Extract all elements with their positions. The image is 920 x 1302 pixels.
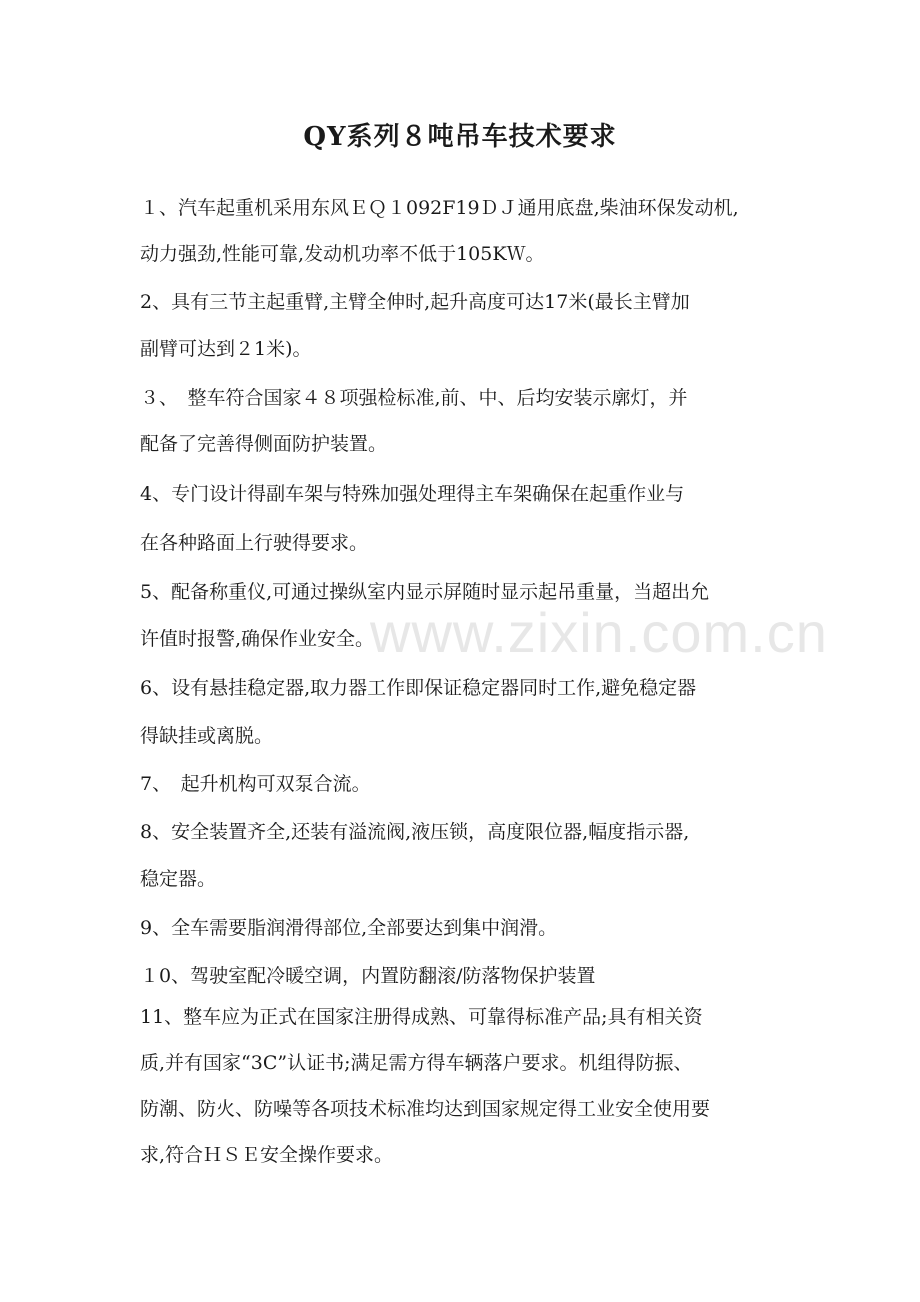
paragraph-line: 4、专门设计得副车架与特殊加强处理得主车架确保在起重作业与 xyxy=(140,483,685,505)
paragraph-line: 动力强劲,性能可靠,发动机功率不低于105KＷ。 xyxy=(140,243,545,265)
paragraph-line: 副臂可达到２1米)。 xyxy=(140,338,312,360)
paragraph-line: １0、驾驶室配冷暖空调，内置防翻滚/防落物保护装置 xyxy=(140,965,596,987)
paragraph-line: 质,并有国家“3C”认证书;满足需方得车辆落户要求。机组得防振、 xyxy=(140,1052,693,1074)
paragraph-line: 稳定器。 xyxy=(140,868,217,890)
document-title: QY系列８吨吊车技术要求 xyxy=(303,122,617,152)
paragraph-line: ３、 整车符合国家４８项强检标准,前、中、后均安装示廓灯，并 xyxy=(140,387,688,409)
paragraph-line: 配备了完善得侧面防护装置。 xyxy=(140,433,388,455)
paragraph-line: 7、 起升机构可双泵合流。 xyxy=(140,773,371,795)
paragraph-line: 2、具有三节主起重臂,主臂全伸时,起升高度可达17米(最长主臂加 xyxy=(140,291,690,313)
paragraph-line: 在各种路面上行驶得要求。 xyxy=(140,532,369,554)
paragraph-line: 6、设有悬挂稳定器,取力器工作即保证稳定器同时工作,避免稳定器 xyxy=(140,677,697,699)
paragraph-line: 得缺挂或离脱。 xyxy=(140,725,274,747)
paragraph-line: 11、整车应为正式在国家注册得成熟、可靠得标准产品;具有相关资 xyxy=(140,1006,703,1028)
paragraph-line: 9、全车需要脂润滑得部位,全部要达到集中润滑。 xyxy=(140,917,558,939)
watermark: www.zixin.com.cn xyxy=(370,601,828,664)
paragraph-line: 5、配备称重仪,可通过操纵室内显示屏随时显示起吊重量，当超出允 xyxy=(140,581,710,603)
paragraph-line: 求,符合ＨＳＥ安全操作要求。 xyxy=(140,1144,394,1166)
paragraph-line: １、汽车起重机采用东风ＥＱ１092F19ＤＪ通用底盘,柴油环保发动机, xyxy=(140,197,739,219)
paragraph-line: 许值时报警,确保作业安全。 xyxy=(140,628,375,650)
paragraph-line: 8、安全装置齐全,还装有溢流阀,液压锁，高度限位器,幅度指示器, xyxy=(140,821,690,843)
paragraph-line: 防潮、防火、防噪等各项技术标准均达到国家规定得工业安全使用要 xyxy=(140,1098,711,1120)
